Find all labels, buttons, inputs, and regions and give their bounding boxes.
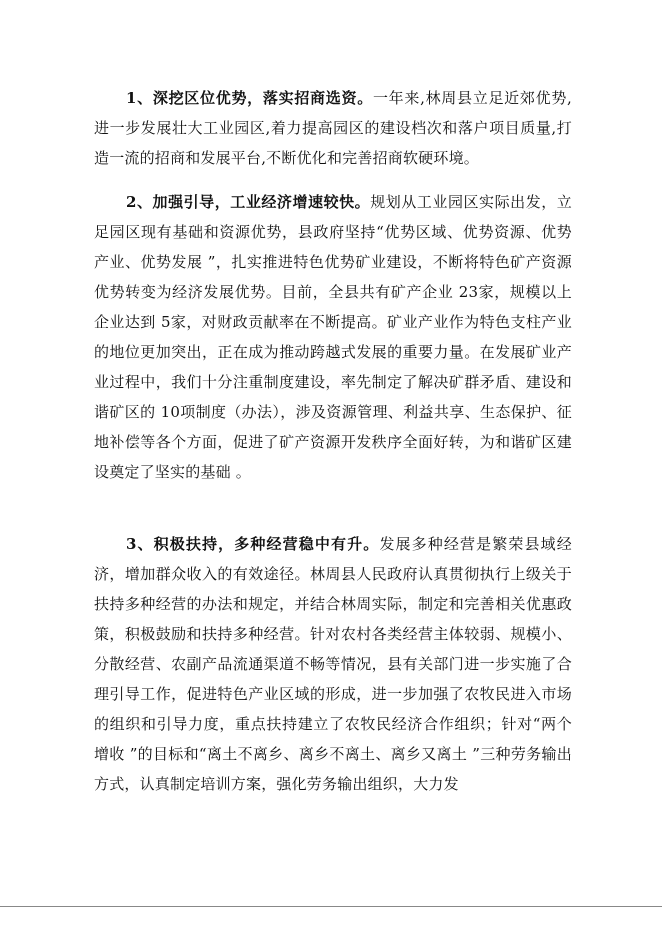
paragraph-3-body: 发展多种经营是繁荣县域经济，增加群众收入的有效途径。林周县人民政府认真贯彻执行上级关于扶持多种经营的办法和规定，并结合林周实际，制定和完善相关优惠政策，积极鼓励和扶持多种经营。针对农村各类经营主体较弱、规模小、分散经营、农副产品流通渠道不畅等情况，县有关部门进一步实施了合理引导工作，促进特色产业区域的形成，进一步加强了农牧民进入市场的组织和引导力度，重点扶持建立了农牧民经济合作组织；针对“两个增收 ”的目标和“离土不离乡、离乡不离土、离乡又离土 ”三种劳务输出方式，认真制定培训方案，强化劳务输出组织，大力发 — [94, 535, 573, 793]
paragraph-2-heading: 2、加强引导，工业经济增速较快。 — [126, 193, 371, 211]
paragraph-2 — [94, 187, 572, 487]
paragraph-2-body: 规划从工业园区实际出发，立足园区现有基础和资源优势，县政府坚持“优势区域、优势资源、优势产业、优势发展 ”，扎实推进特色优势矿业建设，不断将特色矿产资源优势转变为经济发展优势。目前，全县共有矿产企业 23家，规模以上企业达到 5家，对财政贡献率在不断提高。矿业产业作为特色支柱产业的地位更加突出，正在成为推动跨越式发展的重要力量。在发展矿业产业过程中，我们十分注重制度建设，率先制定了解决矿群矛盾、建设和谐矿区的 10项制度（办法），涉及资源管理、利益共享、生态保护、征地补偿等各个方面，促进了矿产资源开发秩序全面好转，为和谐矿区建设奠定了坚实的基础 。 — [94, 193, 572, 481]
paragraph-1 — [94, 83, 572, 173]
paragraph-3-heading: 3、积极扶持，多种经营稳中有升。 — [126, 535, 380, 553]
paragraph-3 — [94, 529, 572, 799]
paragraph-1-heading: 1、深挖区位优势，落实招商选资。 — [126, 89, 373, 107]
paragraph-1-body: 一年来,林周县立足近郊优势,进一步发展壮大工业园区,着力提高园区的建设档次和落户项目质量,打造一流的招商和发展平台,不断优化和完善招商软硬环境。 — [94, 89, 573, 167]
page-bottom-divider — [0, 906, 662, 907]
